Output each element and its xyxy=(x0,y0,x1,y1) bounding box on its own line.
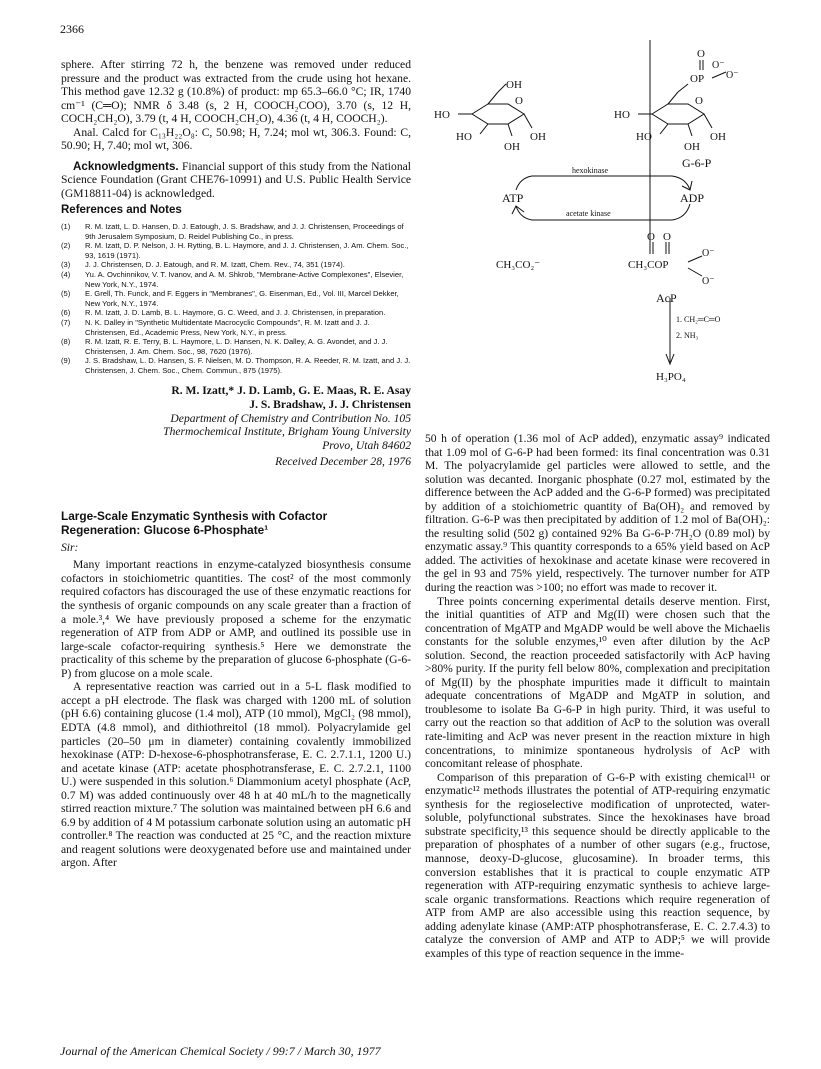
references-heading: References and Notes xyxy=(61,204,182,217)
body-paragraph: Three points concerning experimental details deserve mention. First, the initial quantities of ATP and Mg(II) were chosen such that the concentration of MgATP and MgADP would be well above the Michaelis constants for the soluble enzymes,¹⁰ even after dilution by the AcP solution. Second, the reaction proceeded satisfactorily with AcP having >80% purity. If the purity fell below 80%, complexation and precipitation of Mg(II) by the phosphate impurities made it difficult to maintain adequate concentrations of MgADP and MgATP in solution, and troublesome to isolate Ba G-6-P in high purity. Third, it was useful to carry out the reaction so that addition of AcP to the solution was overall rate-limiting and AcP was never present in the reaction mixture in high concentrations, to minimize spontaneous hydrolysis of AcP with concomitant release of phosphate. xyxy=(425,594,770,771)
g6p-ho-bottom: HO xyxy=(636,131,652,143)
affiliation-line: Provo, Utah 84602 xyxy=(322,438,411,452)
authors xyxy=(61,384,411,412)
intro-paragraph: sphere. After stirring 72 h, the benzene was removed under reduced pressure and the product was extracted from the crude using hot hexane. This method gave 12.32 g (10.8%) of product: mp 65.3–66.0 °C; IR, 1740 cm⁻¹ (C═O); NMR δ 3.48 (s, 2 H, COOCH₂COO), 3.70 (s, 12 H, COCH₂CH₂O), 3.79 (t, 4 H, COOCH₂CH₂O), 4.36 (t, 4 H, COOCH₂). xyxy=(61,58,411,126)
reference-item: (7) N. K. Dalley in "Synthetic Multidentate Macrocyclic Compounds", R. M. Izatt and J. J. Christensen, Ed., Academic Press, New York, N.Y., in press. xyxy=(61,317,370,337)
acetate-kinase-label: acetate kinase xyxy=(566,209,611,218)
title-line: Large-Scale Enzymatic Synthesis with Cofactor xyxy=(61,508,328,523)
g6p-oh-right: OH xyxy=(710,131,726,143)
adp-label: ADP xyxy=(680,191,705,205)
reference-list xyxy=(61,222,411,376)
h3po4-label: H₃PO₄ xyxy=(656,371,686,383)
phosphate-group: OP xyxy=(690,73,705,85)
glucose-ho-left: HO xyxy=(434,109,450,121)
g6p-oh-bottom: OH xyxy=(684,141,700,153)
reaction-scheme xyxy=(420,40,780,430)
hexokinase-label: hexokinase xyxy=(572,166,608,175)
acp-oxygen: O xyxy=(647,231,655,243)
g6p-ho-left: HO xyxy=(614,109,630,121)
ring-oxygen: O xyxy=(695,95,703,107)
phosphate-o-minus: O⁻ xyxy=(726,70,739,81)
authors-line: J. S. Bradshaw, J. J. Christensen xyxy=(249,397,411,411)
glucose-oh-right: OH xyxy=(530,131,546,143)
article-title xyxy=(61,509,411,537)
acp-oxygen: O xyxy=(663,231,671,243)
ack-text: Financial support of this study from the National Science Foundation (Grant CHE76-10991) and U.S. Public Health Service (GM18811-04) is acknowledged. xyxy=(61,159,411,200)
acknowledgments xyxy=(61,160,411,201)
reference-item: (2) R. M. Izatt, D. P. Nelson, J. H. Rytting, B. L. Haymore, and J. J. Christensen, J. Am. Chem. Soc., 93, 1619 (1971). xyxy=(61,241,409,260)
affiliation xyxy=(61,412,411,453)
acp-label: AcP xyxy=(656,291,677,305)
right-column xyxy=(425,432,770,960)
body-paragraph: Many important reactions in enzyme-catalyzed biosynthesis consume cofactors in stoichiometric quantities. The cost² of the most commonly required cofactors has discouraged the use of these enzymatic reactions for the synthesis of organic compounds on any scale greater than a fraction of a mole.³,⁴ We have previously proposed a scheme for the enzymatic regeneration of ATP from ADP or AMP, and outlined its possible use in large-scale cofactor-requiring synthesis.⁵ Here we demonstrate the practicality of this scheme by the preparation of glucose 6-phosphate (G-6-P) from glucose on a mole scale. xyxy=(61,558,411,680)
ring-oxygen: O xyxy=(515,95,523,107)
body-paragraph: Comparison of this preparation of G-6-P with existing chemical¹¹ or enzymatic¹² methods illustrates the potential of ATP-requiring enzymatic synthesis for the regioselective modification of unprotected, water-soluble, polyfunctional substrates. Since the hexokinases have broad substrate specificity,¹³ this sequence should be directly applicable to the preparation of phosphates of a number of other sugars (e.g., fructose, mannose, deoxy-D-glucose, glucosamine). In broader terms, this conversion establishes that it is practical to couple enzymatic ATP regeneration with ATP-requiring enzymatic synthesis to achieve large-scale organic transformations. Reactions which require regeneration of ATP from AMP are also accessible using this reaction sequence, by adding adenylate kinase (AMP:ATP phosphotransferase, E. C. 2.7.4.3) to catalyze the conversion of AMP and ATP to ADP;⁵ we will provide examples of this type of reaction sequence in the imme- xyxy=(425,770,770,960)
acetate-label: CH₃CO₂⁻ xyxy=(496,259,541,271)
reference-item: (4) Yu. A. Ovchinnikov, V. T. Ivanov, and A. M. Shkrob, "Membrane-Active Complexones", Elsevier, New York, N.Y., 1974. xyxy=(61,269,404,289)
body-paragraph: A representative reaction was carried out in a 5-L flask modified to accept a pH electrode. The flask was charged with 1200 mL of solution (pH 6.6) containing glucose (1.4 mol), ATP (10 mmol), MgCl₂ (98 mmol), EDTA (4.8 mmol), and dithiothreitol (18 mmol). Polyacrylamide gel particles (20–50 μm in diameter) containing covalently immobilized hexokinase (ATP: D-hexose-6-phosphotransferase, E. C. 2.7.1.1, 1200 U.) and acetate kinase (ATP: acetate phosphotransferase, E. C. 2.7.2.1, 1100 U.) were suspended in this solution.⁶ Diammonium acetyl phosphate (AcP, 0.7 M) was added continuously over 48 h at 40 mL/h to the magnetically stirred reaction mixture.⁷ The solution was maintained between pH 6.6 and 6.9 by addition of 4 M potassium carbonate solution using an automatic pH controller.⁸ The reaction was conducted at 25 °C, and the reaction mixture and reagent solutions were deoxygenated before use and maintained under argon. After xyxy=(61,680,412,870)
glucose-ho-bottom: HO xyxy=(456,131,472,143)
ack-label: Acknowledgments. xyxy=(73,159,179,173)
regen-step-2: 2. NH₃ xyxy=(676,331,699,340)
reference-item: (9) J. S. Bradshaw, L. D. Hansen, S. F. Nielsen, M. D. Thompson, R. A. Reeder, R. M. Izatt, and J. J. Christensen, J. Chem. Soc., Chem. Commun., 875 (1975). xyxy=(61,356,411,375)
page-number: 2366 xyxy=(60,22,84,36)
reference-item: (1) R. M. Izatt, L. D. Hansen, D. J. Eatough, J. S. Bradshaw, and J. J. Christensen, Proceedings of 9th Jerusalem Symposium, D. Reidel Publishing Co., in press. xyxy=(61,222,404,241)
affiliation-line: Department of Chemistry and Contribution No. 105 xyxy=(170,411,411,425)
affiliation-line: Thermochemical Institute, Brigham Young University xyxy=(163,425,411,439)
reference-item: (6) R. M. Izatt, J. D. Lamb, B. L. Haymore, G. C. Weed, and J. J. Christensen, in preparation. xyxy=(61,308,386,318)
regen-step-1: 1. CH₂═C═O xyxy=(676,315,721,324)
received-date: Received December 28, 1976 xyxy=(275,455,411,469)
phosphate-o-minus: O⁻ xyxy=(712,60,725,71)
acp-o-minus: O⁻ xyxy=(702,276,715,287)
title-line: Regeneration: Glucose 6-Phosphate¹ xyxy=(61,522,269,537)
reference-item: (5) E. Grell, Th. Funck, and F. Eggers in "Membranes", G. Eisenman, Ed., Vol. III, Marcel Dekker, New York, N.Y., 1974. xyxy=(61,289,399,308)
salutation: Sir: xyxy=(61,540,79,554)
glucose-oh-top: OH xyxy=(506,79,522,91)
journal-footer: Journal of the American Chemical Society / 99:7 / March 30, 1977 xyxy=(60,1044,381,1058)
glucose-oh-bottom: OH xyxy=(504,141,520,153)
atp-label: ATP xyxy=(502,191,524,205)
body-paragraph: 50 h of operation (1.36 mol of AcP added), enzymatic assay⁹ indicated that 1.09 mol of G-6-P had been formed: its final concentration was 0.31 M. The polyacrylamide gel particles were allowed to settle, and the solution was decanted. Inorganic phosphate (0.27 mol, estimated by the difference between the AcP added and the G-6-P formed) was precipitated by addition of a stoichiometric quantity of Ba(OH)₂ and removed by filtration. G-6-P was then precipitated by addition of 1.2 mol of Ba(OH)₂: the resulting solid (502 g) contained 92% Ba G-6-P·7H₂O (0.89 mol) by enzymatic assay.⁹ This quantity corresponds to a 65% yield based on AcP added. The activities of hexokinase and acetate kinase were recovered in the gel in 93 and 75% yield, respectively. The turnover number for ATP during the reaction was >100; no effort was made to recover it. xyxy=(425,432,770,595)
acp-formula: CH₃COP xyxy=(628,259,669,271)
authors-line: R. M. Izatt,* J. D. Lamb, G. E. Maas, R. E. Asay xyxy=(171,383,411,397)
g6p-label: G-6-P xyxy=(682,156,712,170)
reference-item: (8) R. M. Izatt, R. E. Terry, B. L. Haymore, L. D. Hansen, N. K. Dalley, A. G. Avondet, and J. J. Christensen, J. Am. Chem. Soc., 98, 7620 (1976). xyxy=(61,337,388,356)
left-column xyxy=(61,58,411,870)
phosphate-o-top: O xyxy=(697,48,705,60)
reference-item: (3) J. J. Christensen, D. J. Eatough, and R. M. Izatt, Chem. Rev., 74, 351 (1974). xyxy=(61,260,345,270)
acp-o-minus: O⁻ xyxy=(702,248,715,259)
analysis-paragraph: Anal. Calcd for C₁₃H₂₂O₈: C, 50.98; H, 7.24; mol wt, 306.3. Found: C, 50.90; H, 7.40; mol wt, 306. xyxy=(61,125,411,153)
